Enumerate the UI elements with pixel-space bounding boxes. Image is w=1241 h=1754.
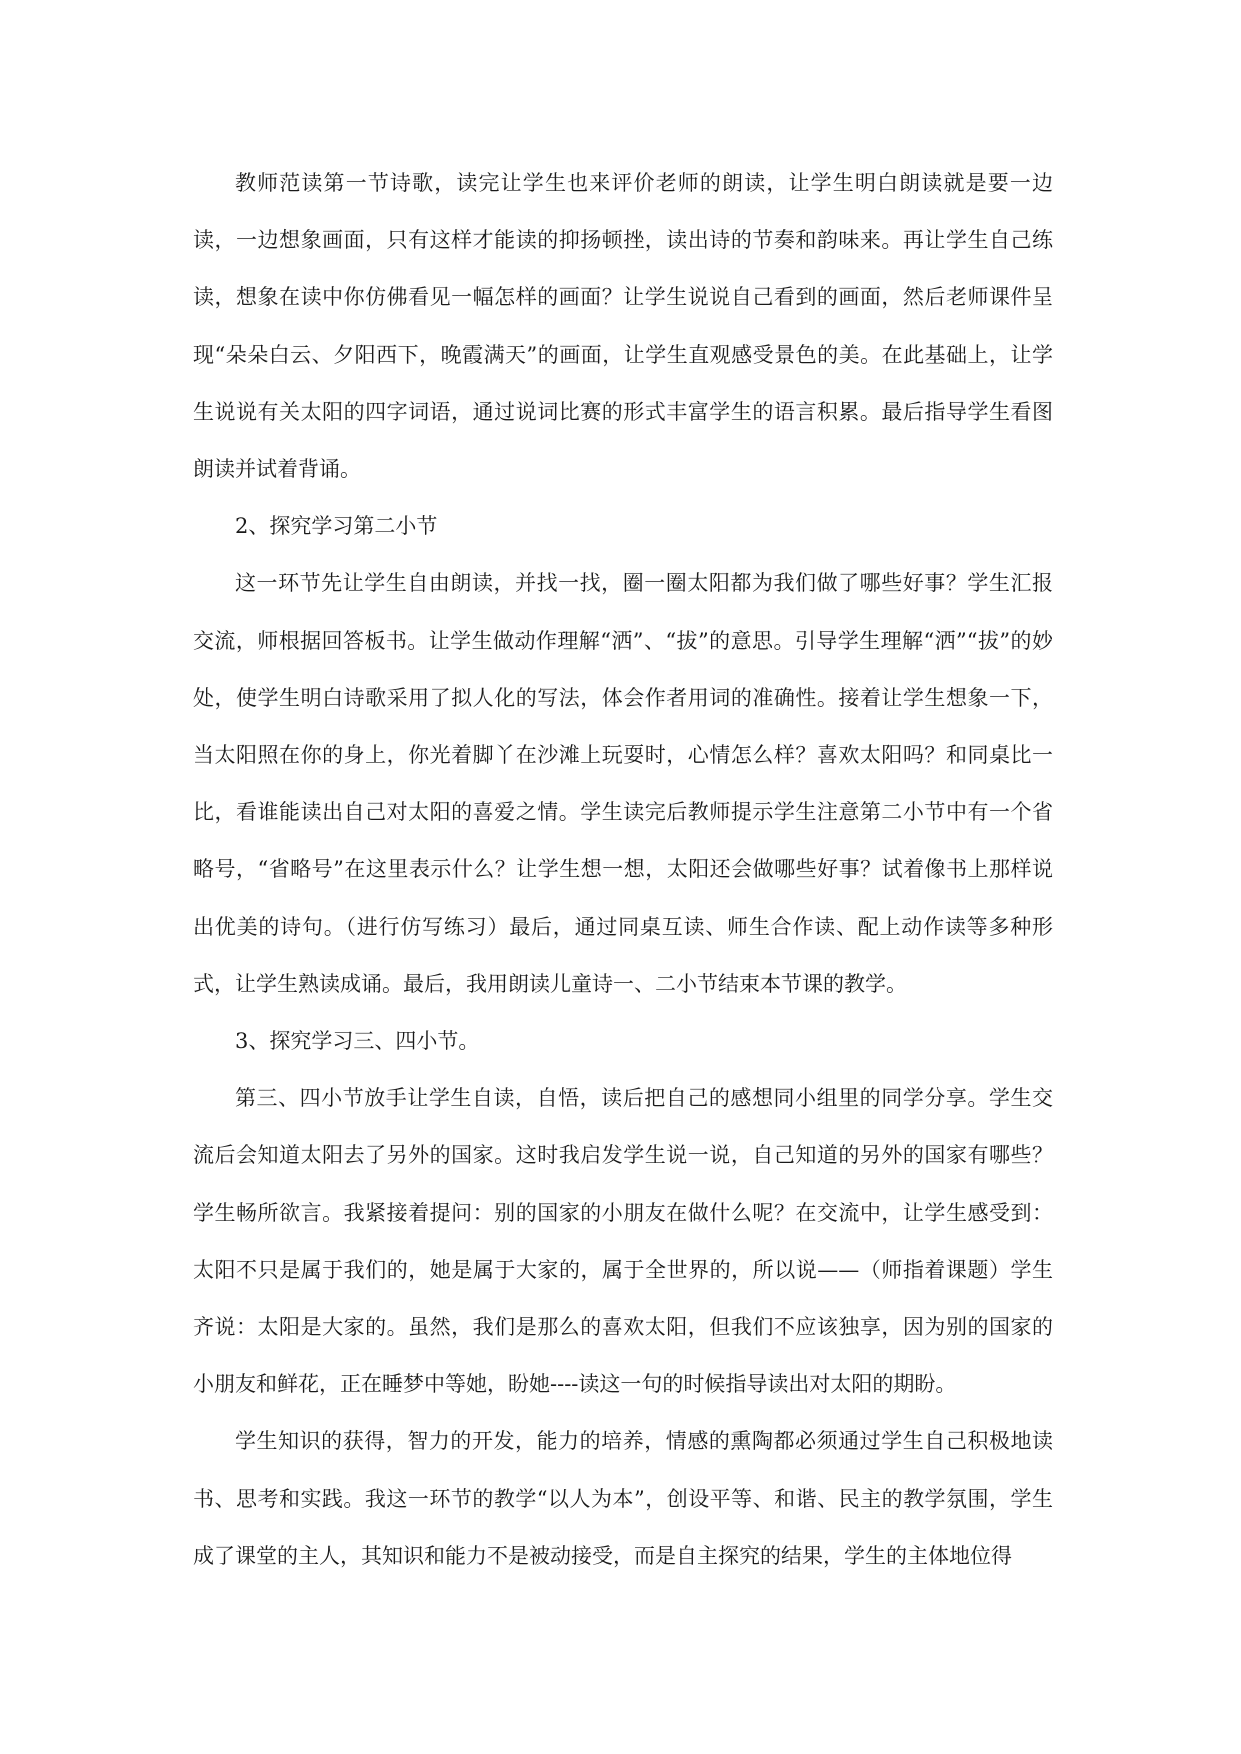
paragraph-teacher-demo-reading: 教师范读第一节诗歌，读完让学生也来评价老师的朗读，让学生明白朗读就是要一边读，一边想象画面，只有这样才能读的抑扬顿挫，读出诗的节奏和韵味来。再让学生自己练读，想象在读中你仿佛看见一幅怎样的画面？让学生说说自己看到的画面，然后老师课件呈现“朵朵白云、夕阳西下，晚霞满天”的画面，让学生直观感受景色的美。在此基础上，让学生说说有关太阳的四字词语，通过说词比赛的形式丰富学生的语言积累。最后指导学生看图朗读并试着背诵。 [193,171,1053,482]
paragraph-section-2: 这一环节先让学生自由朗读，并找一找，圈一圈太阳都为我们做了哪些好事？学生汇报交流，师根据回答板书。让学生做动作理解“洒”、“拔”的意思。引导学生理解“洒”“拔”的妙处，使学生明白诗歌采用了拟人化的写法，体会作者用词的准确性。接着让学生想象一下，当太阳照在你的身上，你光着脚丫在沙滩上玩耍时，心情怎么样？喜欢太阳吗？和同桌比一比，看谁能读出自己对太阳的喜爱之情。学生读完后教师提示学生注意第二小节中有一个省略号，“省略号”在这里表示什么？让学生想一想，太阳还会做哪些好事？试着像书上那样说出优美的诗句。（进行仿写练习）最后，通过同桌互读、师生合作读、配上动作读等多种形式，让学生熟读成诵。最后，我用朗读儿童诗一、二小节结束本节课的教学。 [193,571,1053,996]
section-heading-2: 2、探究学习第二小节 [235,514,438,539]
section-heading-3: 3、探究学习三、四小节。 [235,1029,480,1054]
paragraph-section-3: 第三、四小节放手让学生自读，自悟，读后把自己的感想同小组里的同学分享。学生交流后会知道太阳去了另外的国家。这时我启发学生说一说，自己知道的另外的国家有哪些？学生畅所欲言。我紧接着提问：别的国家的小朋友在做什么呢？在交流中，让学生感受到：太阳不只是属于我们的，她是属于大家的，属于全世界的，所以说——（师指着课题）学生齐说：太阳是大家的。虽然，我们是那么的喜欢太阳，但我们不应该独享，因为别的国家的小朋友和鲜花，正在睡梦中等她，盼她----读这一句的时候指导读出对太阳的期盼。 [193,1086,1053,1397]
paragraph-reflection: 学生知识的获得，智力的开发，能力的培养，情感的熏陶都必须通过学生自己积极地读书、思考和实践。我这一环节的教学“以人为本”，创设平等、和谐、民主的教学氛围，学生成了课堂的主人，其知识和能力不是被动接受，而是自主探究的结果，学生的主体地位得 [193,1429,1053,1568]
document-body [193,155,1053,1585]
